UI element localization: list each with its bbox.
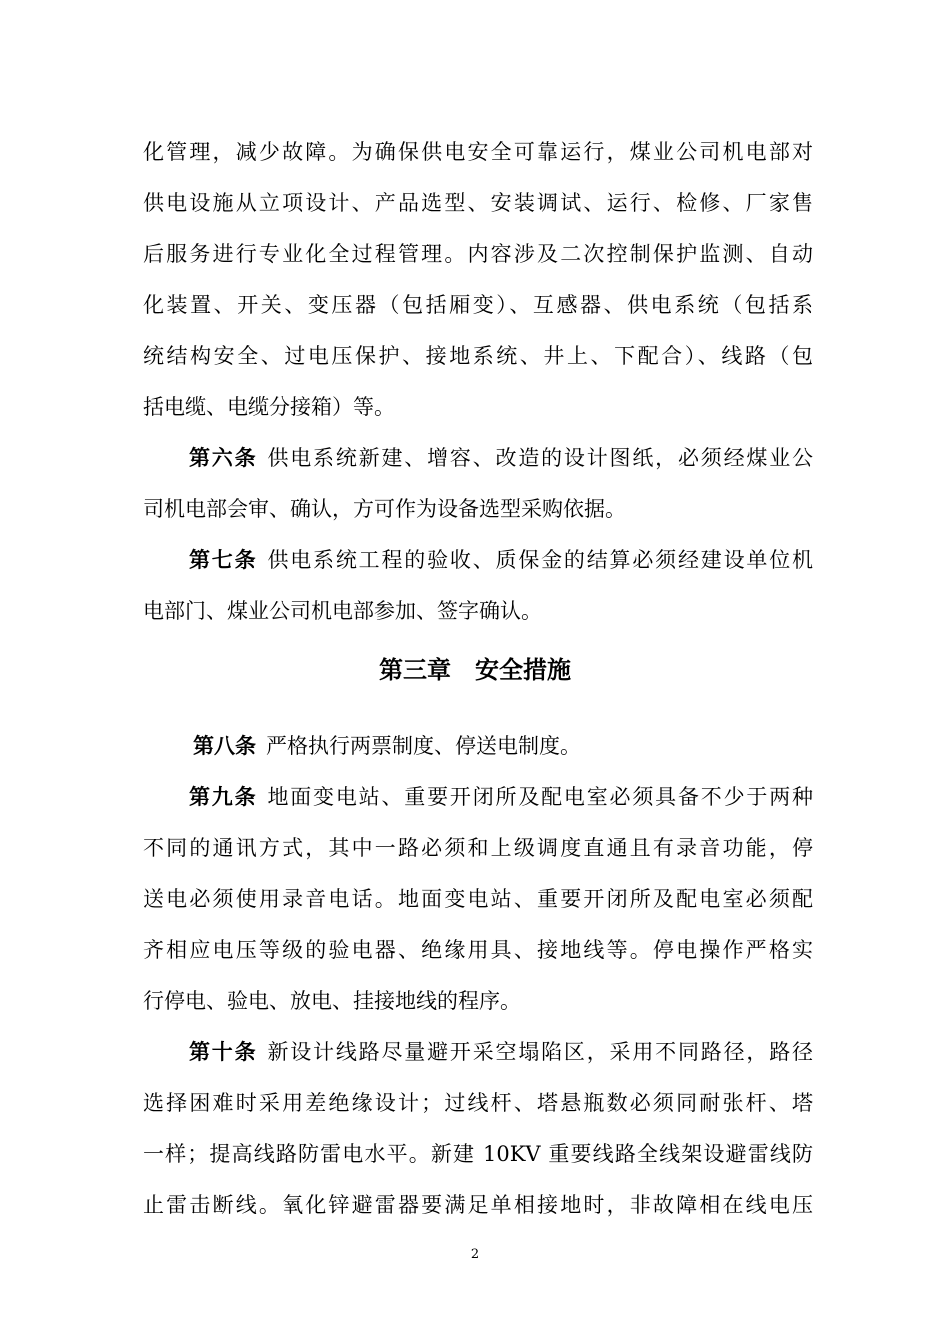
text-line: 行停电、验电、放电、挂接地线的程序。 bbox=[143, 989, 521, 1013]
article-7-first-line bbox=[189, 545, 813, 575]
article-10-first-line bbox=[189, 1037, 813, 1067]
text-line: 严格执行两票制度、停送电制度。 bbox=[266, 734, 581, 758]
article-8-label: 第八条 bbox=[193, 733, 256, 758]
chapter-heading: 第三章 安全措施 bbox=[379, 655, 571, 684]
text-line: 新设计线路尽量避开采空塌陷区，采用不同路径，路径 bbox=[267, 1040, 814, 1064]
text-line: 送电必须使用录音电话。地面变电站、重要开闭所及配电室必须配 bbox=[143, 887, 813, 911]
text-line: 地面变电站、重要开闭所及配电室必须具备不少于两种 bbox=[267, 785, 814, 809]
text-line: 供电系统新建、增容、改造的设计图纸，必须经煤业公 bbox=[267, 446, 814, 470]
text-line: 后服务进行专业化全过程管理。内容涉及二次控制保护监测、自动 bbox=[143, 242, 813, 266]
text-line: 供电系统工程的验收、质保金的结算必须经建设单位机 bbox=[267, 548, 814, 572]
article-6-first-line bbox=[189, 443, 813, 473]
article-9-label: 第九条 bbox=[189, 784, 258, 809]
text-line: 司机电部会审、确认，方可作为设备选型采购依据。 bbox=[143, 497, 626, 521]
page-number: 2 bbox=[470, 1247, 480, 1262]
text-line: 化管理，减少故障。为确保供电安全可靠运行，煤业公司机电部对 bbox=[143, 140, 813, 164]
text-line: 括电缆、电缆分接箱）等。 bbox=[143, 395, 395, 419]
text-line: 止雷击断线。氧化锌避雷器要满足单相接地时，非故障相在线电压 bbox=[143, 1193, 813, 1217]
text-line: 齐相应电压等级的验电器、绝缘用具、接地线等。停电操作严格实 bbox=[143, 938, 813, 962]
article-8-first-line bbox=[193, 731, 817, 761]
text-line: 不同的通讯方式，其中一路必须和上级调度直通且有录音功能，停 bbox=[143, 836, 813, 860]
text-line: 一样；提高线路防雷电水平。新建 10KV 重要线路全线架设避雷线防 bbox=[143, 1142, 813, 1166]
article-9-first-line bbox=[189, 782, 813, 812]
article-7-label: 第七条 bbox=[189, 547, 258, 572]
article-10-label: 第十条 bbox=[189, 1039, 258, 1064]
text-line: 选择困难时采用差绝缘设计；过线杆、塔悬瓶数必须同耐张杆、塔 bbox=[143, 1091, 813, 1115]
text-line: 统结构安全、过电压保护、接地系统、井上、下配合）、线路（包 bbox=[143, 344, 813, 368]
text-line: 电部门、煤业公司机电部参加、签字确认。 bbox=[143, 599, 542, 623]
text-line: 供电设施从立项设计、产品选型、安装调试、运行、检修、厂家售 bbox=[143, 191, 813, 215]
text-line: 化装置、开关、变压器（包括厢变）、互感器、供电系统（包括系 bbox=[143, 293, 813, 317]
article-6-label: 第六条 bbox=[189, 445, 258, 470]
